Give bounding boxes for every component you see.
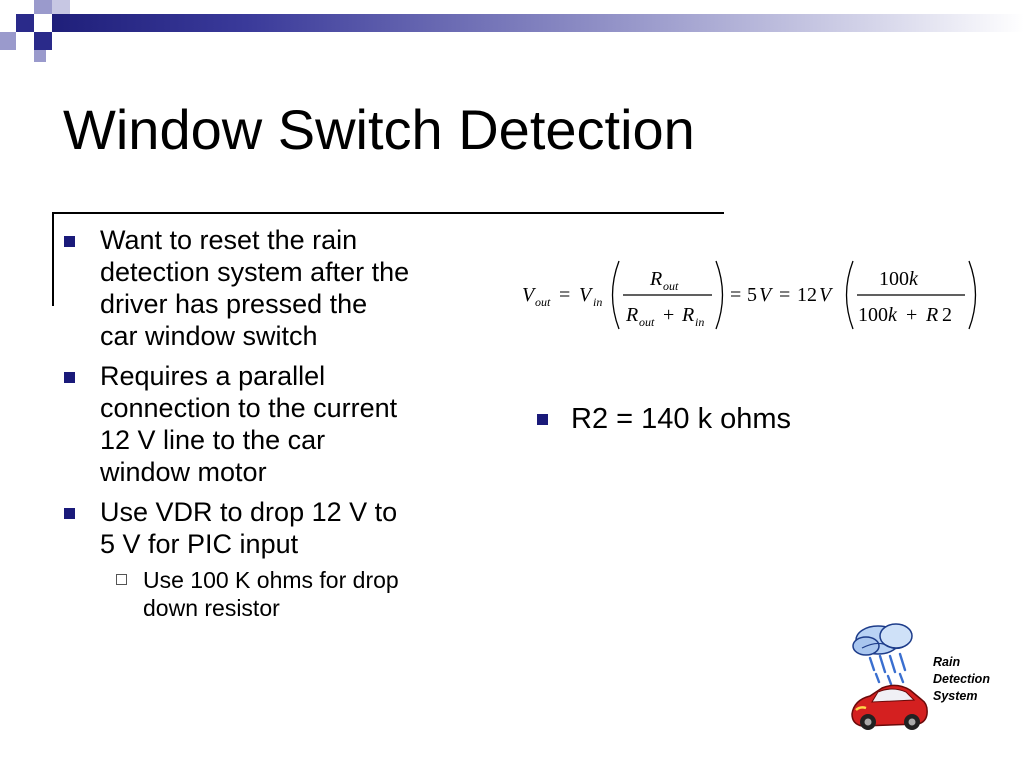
header-square <box>34 32 52 50</box>
formula-term: R <box>926 304 939 326</box>
header-square <box>34 0 52 14</box>
voltage-divider-formula <box>515 255 985 335</box>
formula-subscript: in <box>695 315 705 329</box>
slide-title: Window Switch Detection <box>63 98 695 161</box>
header-square <box>0 32 16 50</box>
header-square <box>34 14 52 32</box>
square-bullet-icon <box>537 414 548 425</box>
bullet-text: Requires a parallel connection to the current 12 V line to the car window motor <box>100 361 398 487</box>
header-square <box>16 14 34 32</box>
formula-unit: V <box>819 284 832 306</box>
right-paren <box>716 261 723 329</box>
bullet-item <box>64 360 504 488</box>
formula-term: k <box>909 268 918 290</box>
rain-car-logo-icon <box>848 618 930 736</box>
formula-subscript: out <box>639 315 655 329</box>
formula-middle <box>730 284 834 306</box>
square-bullet-icon <box>64 236 75 247</box>
left-paren <box>847 261 854 329</box>
left-paren <box>613 261 620 329</box>
formula-unit: V <box>759 284 772 306</box>
header-band <box>52 14 1024 32</box>
formula-term: R <box>682 304 695 326</box>
bullet-item <box>64 496 504 560</box>
result-text: R2 = 140 k ohms <box>571 403 792 435</box>
formula-operator: = <box>559 284 571 306</box>
formula-operator: + <box>663 304 675 326</box>
formula-number: 5 <box>747 284 757 306</box>
divider-line <box>52 212 724 214</box>
formula-number: 12 <box>797 284 817 306</box>
formula-operator: = <box>730 284 742 306</box>
formula-subscript: in <box>593 295 603 309</box>
hollow-square-bullet-icon <box>116 574 127 585</box>
car-icon <box>852 685 927 730</box>
formula-subscript: out <box>663 279 679 293</box>
rain-cloud-icon <box>853 624 912 684</box>
bullet-item <box>64 224 504 352</box>
sub-bullet-item <box>116 566 504 622</box>
result-bullet <box>537 400 791 438</box>
header-square <box>34 50 46 62</box>
formula-operator: + <box>906 304 918 326</box>
formula-term: k <box>888 304 897 326</box>
header-square <box>52 0 70 14</box>
logo-caption: Rain Detection System <box>933 655 990 703</box>
formula-term: V <box>522 284 535 306</box>
divider-line-vertical <box>52 212 54 306</box>
square-bullet-icon <box>64 508 75 519</box>
formula-term: V <box>579 284 592 306</box>
sub-bullet-text: Use 100 K ohms for drop down resistor <box>143 567 399 621</box>
right-paren <box>969 261 976 329</box>
formula-number: 100 <box>879 268 909 290</box>
formula-subscript: out <box>535 295 551 309</box>
fraction-1 <box>623 268 712 329</box>
square-bullet-icon <box>64 372 75 383</box>
header-square <box>16 32 34 50</box>
formula-number: 100 <box>858 304 888 326</box>
bullet-text: Use VDR to drop 12 V to 5 V for PIC input <box>100 497 398 559</box>
formula-number: 2 <box>942 304 952 326</box>
formula-term: R <box>650 268 663 290</box>
formula-lhs <box>522 284 602 309</box>
formula-operator: = <box>779 284 791 306</box>
fraction-2 <box>857 268 965 326</box>
formula-term: R <box>626 304 639 326</box>
bullet-text: Want to reset the rain detection system after the driver has pressed the car window switch <box>100 225 410 351</box>
bullet-list <box>64 224 504 622</box>
